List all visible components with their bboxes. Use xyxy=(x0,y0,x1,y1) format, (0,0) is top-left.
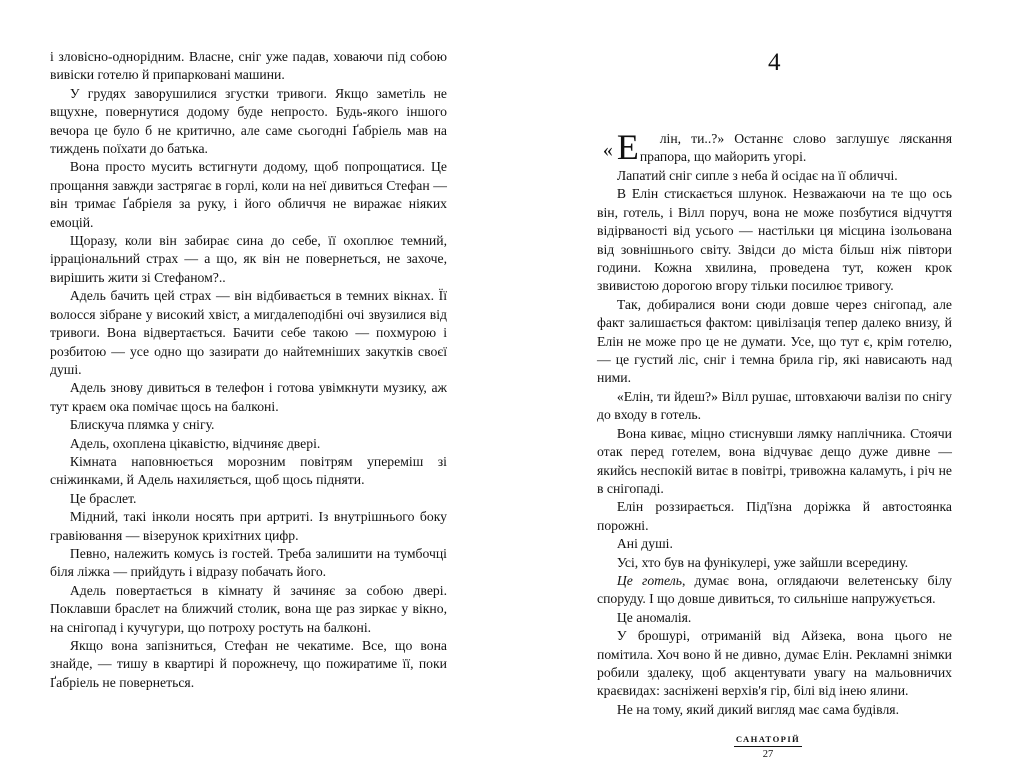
chapter-number: 4 xyxy=(768,49,781,76)
paragraph: «Елін, ти йдеш?» Вілл рушає, штовхаючи валізи по снігу до входу в готель. xyxy=(597,388,952,423)
paragraph: Ані душі. xyxy=(616,536,673,552)
paragraph: Адель повертається в кімнату й зачиняє за собою двері. Поклавши браслет на ближчий столик, вона ще раз зиркає у вікно, на снігопад і кучугури, що потроху ростуть на балконі. xyxy=(50,582,447,635)
paragraph: і зловісно-однорідним. Власне, сніг уже падав, ховаючи під собою вивіски готелю й припарковані машини. xyxy=(50,49,447,83)
paragraph: Не на тому, який дикий вигляд має сама будівля. xyxy=(616,701,900,717)
paragraph: Усі, хто був на фунікулері, уже зайшли всередину. xyxy=(616,554,909,570)
drop-cap-letter: Е xyxy=(616,127,639,167)
paragraph-remainder: , думає вона, оглядаючи велетенську білу споруду. І що довше дивиться, то сильніше напружується. xyxy=(597,572,952,607)
paragraph: В Елін стискається шлунок. Незважаючи на те що ось він, готель, і Вілл поруч, вона не може позбутися відчуття відірваності від усього — настільки ця місцина ізольована від зовнішнього світу. Звідси до міста більш ніж півтори години. Кожна хвилина, проведена тут, кожен крок звивистою дорогою вгору тільки посилює тривогу. xyxy=(597,186,952,294)
paragraph: Це браслет. xyxy=(69,490,137,506)
page-footer xyxy=(512,734,1024,763)
paragraph: Певно, належить комусь із гостей. Треба залишити на тумбочці біля ліжка — прийдуть і відразу побачать його. xyxy=(50,545,447,580)
paragraph: Адель знову дивиться в телефон і готова увімкнути музику, аж тут краєм ока помічає щось на балконі. xyxy=(50,380,447,414)
paragraph: Мідний, такі інколи носять при артриті. Із внутрішнього боку гравіювання — візерунок крихітних цифр. xyxy=(50,509,447,543)
right-page-text-column xyxy=(597,127,952,719)
footer-inner xyxy=(734,734,802,763)
paragraph: Блискуча плямка у снігу. xyxy=(69,417,215,433)
paragraph: У грудях заворушилися згустки тривоги. Якщо заметіль не вщухне, повернутися додому буде непросто. Будь-якого іншого вечора це було б не критично, але саме сьогодні Ґабріель мав на тиждень поїхати до батька. xyxy=(50,85,447,157)
opening-guillemet: « xyxy=(602,139,613,161)
paragraph: Кімната наповнюється морозним повітрям упереміш зі сніжинками, й Адель нахиляється, щоб щось підняти. xyxy=(50,453,447,488)
paragraph: Це аномалія. xyxy=(616,609,692,625)
page-number: 27 xyxy=(762,749,774,760)
paragraph: Лапатий сніг сипле з неба й осідає на її обличчі. xyxy=(616,168,898,183)
paragraph: У брошурі, отриманій від Айзека, вона цього не помітила. Хоч воно й не дивно, думає Елін. Рекламні знімки робили здалеку, щоб акцентувати увагу на мальовничих краєвидах: засніжені верхів'я гір, білі від інею ялини. xyxy=(597,628,952,699)
paragraph-with-italic xyxy=(597,572,952,609)
paragraph: Вона просто мусить встигнути додому, щоб попрощатися. Це прощання завжди застрягає в горлі, коли на неї дивиться Стефан — він тримає Ґабріеля за руку, і його обличчя не виражає ніяких емоцій. xyxy=(50,159,447,230)
paragraph: Якщо вона запізниться, Стефан не чекатиме. Все, що вона знайде, — тишу в квартирі й порожнечу, що пожиратиме її, поки Ґабріель не повернеться. xyxy=(50,638,447,690)
opening-paragraph-with-dropcap xyxy=(597,127,952,167)
italic-phrase: Це готель xyxy=(616,572,682,588)
paragraph: Елін роззирається. Під'їзна доріжка й автостоянка порожні. xyxy=(597,499,952,533)
book-title-running-head: САНАТОРІЙ xyxy=(734,734,802,748)
paragraph: Щоразу, коли він забирає сина до себе, її охоплює темний, ірраціональний страх — а що, як він не повернеться, не захоче, вирішить жити зі Стефаном?.. xyxy=(50,233,447,285)
opening-paragraph-text: лін, ти..?» Останнє слово заглушує ляскання прапора, що майорить угорі. xyxy=(639,131,952,165)
paragraph: Адель, охоплена цікавістю, відчиняє двері. xyxy=(69,435,321,451)
paragraph: Вона киває, міцно стиснувши лямку наплічника. Стоячи отак перед готелем, вона відчуває дещо дуже дивне — якийсь неспокій витає в повітрі, тривожна каламуть, і річ не в снігопаді. xyxy=(597,425,952,496)
right-page xyxy=(512,0,1024,768)
paragraph: Адель бачить цей страх — він відбивається в темних вікнах. Її волосся зібране у високий хвіст, а мигдалеподібні очі звузилися від тривоги. Вона відвертається. Бачити себе такою — похмурою і розбитою — усе одно що зазирати до найтемніших закутків своєї душі. xyxy=(50,288,447,377)
left-page-text-column xyxy=(50,48,447,692)
paragraph: Так, добиралися вони сюди довше через снігопад, але факт залишається фактом: цивілізація тепер далеко внизу, й Елін не може про це не думати. Усе, що тут є, крім готелю, — це густий ліс, сніг і темна брила гір, які нависають над ними. xyxy=(597,296,952,386)
